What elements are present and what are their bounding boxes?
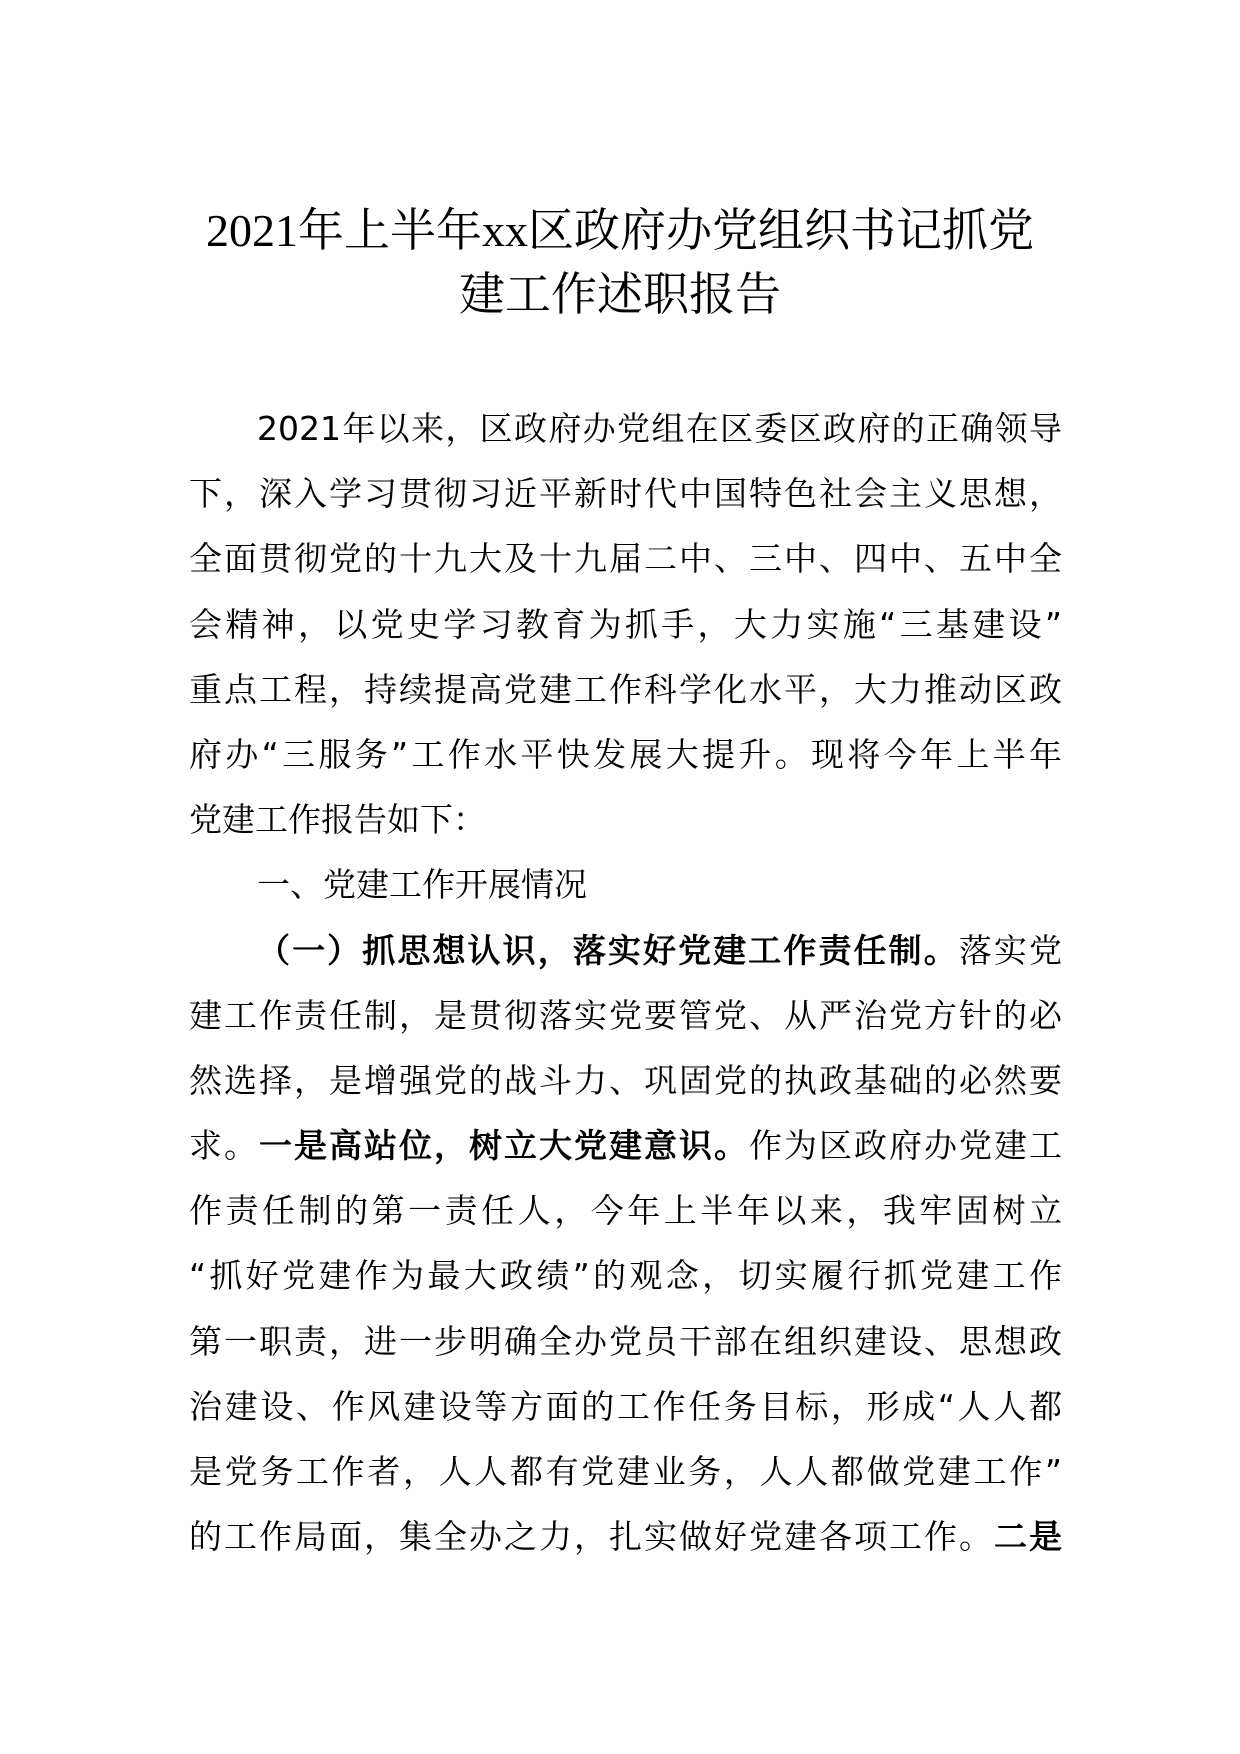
text-line — [189, 592, 1062, 657]
text-line — [189, 1113, 1062, 1178]
text-segment: 治建设、作风建设等方面的工作任务目标，形成“人人都 — [189, 1386, 1062, 1426]
text-line — [189, 787, 1062, 852]
text-line — [189, 526, 1062, 591]
text-segment: 求。 — [189, 1126, 259, 1166]
text-segment: 建工作责任制，是贯彻落实党要管党、从严治党方针的必 — [189, 995, 1062, 1035]
text-segment: 作为区政府办党建工 — [749, 1126, 1062, 1166]
text-segment: 2021年以来，区政府办党组在区委区政府的正确领导 — [257, 409, 1062, 448]
text-line — [189, 1439, 1062, 1504]
text-segment: 的工作局面，集全办之力，扎实做好党建各项工作。 — [189, 1517, 994, 1557]
text-segment: 第一职责，进一步明确全办党员干部在组织建设、思想政 — [189, 1321, 1062, 1361]
text-segment: 然选择，是增强党的战斗力、巩固党的执政基础的必然要 — [189, 1060, 1062, 1100]
bold-text-segment: 一是高站位，树立大党建意识。 — [259, 1126, 749, 1166]
document-title-line-1: 2021年上半年xx区政府办党组织书记抓党 — [206, 205, 1034, 256]
text-line — [189, 1243, 1062, 1308]
document-body — [189, 396, 1062, 1569]
text-line — [189, 461, 1062, 526]
text-segment: 一、党建工作开展情况 — [257, 865, 587, 905]
text-line — [189, 983, 1062, 1048]
text-segment: 党建工作报告如下： — [189, 800, 486, 840]
document-title-line-2: 建工作述职报告 — [459, 269, 781, 320]
bold-text-segment: （一）抓思想认识，落实好党建工作责任制。 — [257, 930, 959, 970]
text-segment: 全面贯彻党的十九大及十九届二中、三中、四中、五中全 — [189, 539, 1062, 579]
text-line — [189, 918, 1062, 983]
text-segment: 是党务工作者，人人都有党建业务，人人都做党建工作” — [189, 1452, 1062, 1491]
text-line — [189, 1309, 1062, 1374]
text-line — [189, 1048, 1062, 1113]
text-segment: 下，深入学习贯彻习近平新时代中国特色社会主义思想， — [189, 474, 1062, 514]
text-segment: 重点工程，持续提高党建工作科学化水平，大力推动区政 — [189, 669, 1062, 709]
text-line — [189, 1374, 1062, 1439]
text-segment: 府办“三服务”工作水平快发展大提升。现将今年上半年 — [189, 734, 1062, 774]
text-segment: 会精神，以党史学习教育为抓手，大力实施“三基建设” — [189, 604, 1062, 644]
text-line — [189, 1178, 1062, 1243]
text-segment: “抓好党建作为最大政绩”的观念，切实履行抓党建工作 — [189, 1256, 1062, 1296]
text-line — [189, 1504, 1062, 1569]
text-line — [189, 657, 1062, 722]
text-line — [189, 396, 1062, 461]
text-line — [189, 852, 1062, 917]
bold-text-segment: 二是 — [994, 1517, 1062, 1557]
text-line — [189, 722, 1062, 787]
text-segment: 落实党 — [958, 930, 1062, 970]
text-segment: 作责任制的第一责任人，今年上半年以来，我牢固树立 — [189, 1191, 1062, 1231]
